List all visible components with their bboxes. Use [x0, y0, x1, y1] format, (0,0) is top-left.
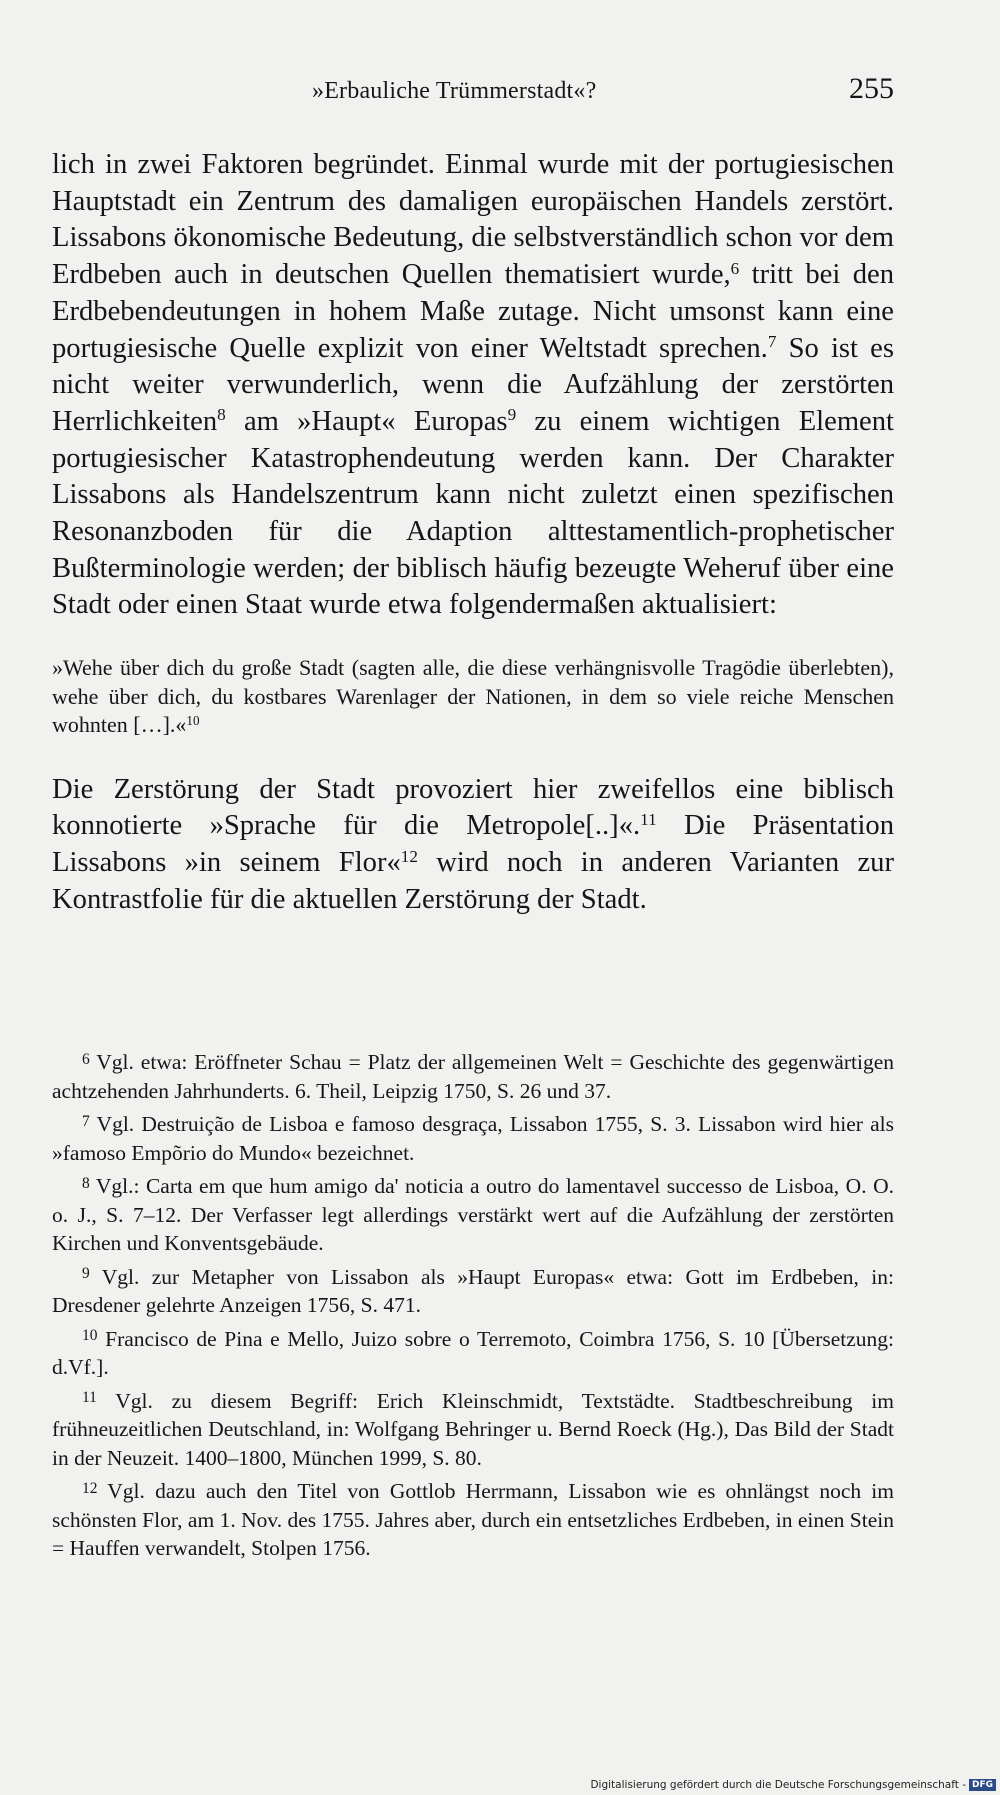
- footnote-text: Vgl.: Carta em que hum amigo da' noticia a outro do lamentavel successo de Lisboa, O. O. o. J., S. 7–12. Der Verfasser legt allerdings verstärkt wert auf die Aufzählung der zerstörten Kirchen und Konventsgebäude.: [52, 1174, 894, 1255]
- footnote-text: Francisco de Pina e Mello, Juizo sobre o Terremoto, Coimbra 1756, S. 10 [Übersetzung: d.Vf.].: [52, 1326, 895, 1379]
- footnote-text: Vgl. etwa: Eröffneter Schau = Platz der allgemeinen Welt = Geschichte des gegenwärtigen achtzehenden Jahrhunderts. 6. Theil, Leipzig 1750, S. 26 und 37.: [52, 1050, 894, 1103]
- footnote-number: 7: [82, 1112, 90, 1130]
- footnote-ref-9: 9: [507, 405, 517, 425]
- footnote-number: 12: [82, 1479, 98, 1497]
- footnotes: [52, 1048, 894, 1568]
- footnote-ref-8: 8: [217, 405, 226, 425]
- digitization-credit: [590, 1779, 996, 1791]
- footnote-number: 9: [82, 1265, 90, 1283]
- body-paragraph-2: [52, 772, 894, 919]
- footnote-ref-12: 12: [400, 846, 418, 866]
- footnote-text: Vgl. dazu auch den Titel von Gottlob Herrmann, Lissabon wie es ohnlängst noch im schönsten Flor, am 1. Nov. des 1755. Jahres aber, durch ein entsetzliches Erdbeben, in einen Stein = Hauffen verwandelt, Stolpen 1756.: [52, 1479, 894, 1560]
- footnote: [52, 1263, 894, 1320]
- footnote-number: 11: [82, 1389, 97, 1407]
- body-paragraph-1: [52, 147, 894, 624]
- block-quote: [52, 654, 894, 740]
- footnote: [52, 1325, 894, 1382]
- footnote-ref-10: 10: [186, 712, 200, 728]
- footnote: [52, 1048, 894, 1105]
- footnote: [52, 1172, 894, 1258]
- text-run: tritt bei den Erdbebendeutungen in hohem Maße zutage. Nicht umsonst kann eine portugiesische Quelle explizit von einer Weltstadt sprechen.: [52, 259, 894, 364]
- footnote: [52, 1477, 894, 1563]
- footnote: [52, 1387, 894, 1473]
- footnote-ref-6: 6: [730, 258, 740, 278]
- running-head: »Erbauliche Trümmerstadt«?: [312, 78, 597, 104]
- text-run: zu einem wichtigen Element portugiesischer Katastrophendeutung werden kann. Der Charakter Lissabons als Handelszentrum kann nicht zuletzt einen spezifischen Resonanzboden für die Adaption alttestamentlich-prophetischer Bußterminologie werden; der biblisch häufig bezeugte Weheruf über eine Stadt oder einen Staat wurde etwa folgendermaßen aktualisiert:: [52, 405, 894, 621]
- text-run: So ist es nicht weiter verwunderlich, wenn die Aufzählung der zerstörten Herrlichkeiten: [52, 332, 895, 437]
- footnote-text: Vgl. zu diesem Begriff: Erich Kleinschmidt, Textstädte. Stadtbeschreibung im frühneuzeitlichen Deutschland, in: Wolfgang Behringer u. Bernd Roeck (Hg.), Das Bild der Stadt in der Neuzeit. 1400–1800, München 1999, S. 80.: [52, 1388, 894, 1470]
- footnote: [52, 1110, 894, 1167]
- text-run: am »Haupt« Europas: [225, 405, 508, 437]
- text-run: Die Zerstörung der Stadt provoziert hier zweifellos eine biblisch konnotierte »Sprache für die Metropole[..]«.: [52, 773, 894, 842]
- text-run: wird noch in anderen Varianten zur Kontrastfolie für die aktuellen Zerstörung der Stadt.: [52, 847, 894, 915]
- page-header: [52, 72, 894, 112]
- footnote-number: 6: [82, 1050, 90, 1068]
- page-number: 255: [849, 72, 894, 105]
- credit-text: Digitalisierung gefördert durch die Deutsche Forschungsgemeinschaft -: [590, 1779, 966, 1791]
- footnote-text: Vgl. Destruição de Lisboa e famoso desgraça, Lissabon 1755, S. 3. Lissabon wird hier als »famoso Empõrio do Mundo« bezeichnet.: [52, 1112, 894, 1165]
- quote-text: »Wehe über dich du große Stadt (sagten alle, die diese verhängnisvolle Tragödie überlebten), wehe über dich, du kostbares Warenlager der Nationen, in dem so viele reiche Menschen wohnten […].«: [52, 655, 894, 738]
- footnote-text: Vgl. zur Metapher von Lissabon als »Haupt Europas« etwa: Gott im Erdbeben, in: Dresdener gelehrte Anzeigen 1756, S. 471.: [52, 1264, 894, 1317]
- text-run: lich in zwei Faktoren begründet. Einmal wurde mit der portugiesischen Hauptstadt ein Zentrum des damaligen europäischen Handels zerstört. Lissabons ökonomische Bedeutung, die selbstverständlich schon vor dem Erdbeben auch in deutschen Quellen thematisiert wurde,: [52, 149, 894, 291]
- footnote-ref-11: 11: [640, 809, 657, 829]
- footnote-number: 10: [82, 1327, 98, 1345]
- footnote-number: 8: [82, 1174, 90, 1192]
- text-run: Die Präsentation Lissabons »in seinem Flor«: [52, 810, 895, 879]
- main-text: [52, 147, 894, 918]
- footnote-ref-7: 7: [767, 332, 777, 352]
- dfg-logo: DFG: [969, 1779, 996, 1791]
